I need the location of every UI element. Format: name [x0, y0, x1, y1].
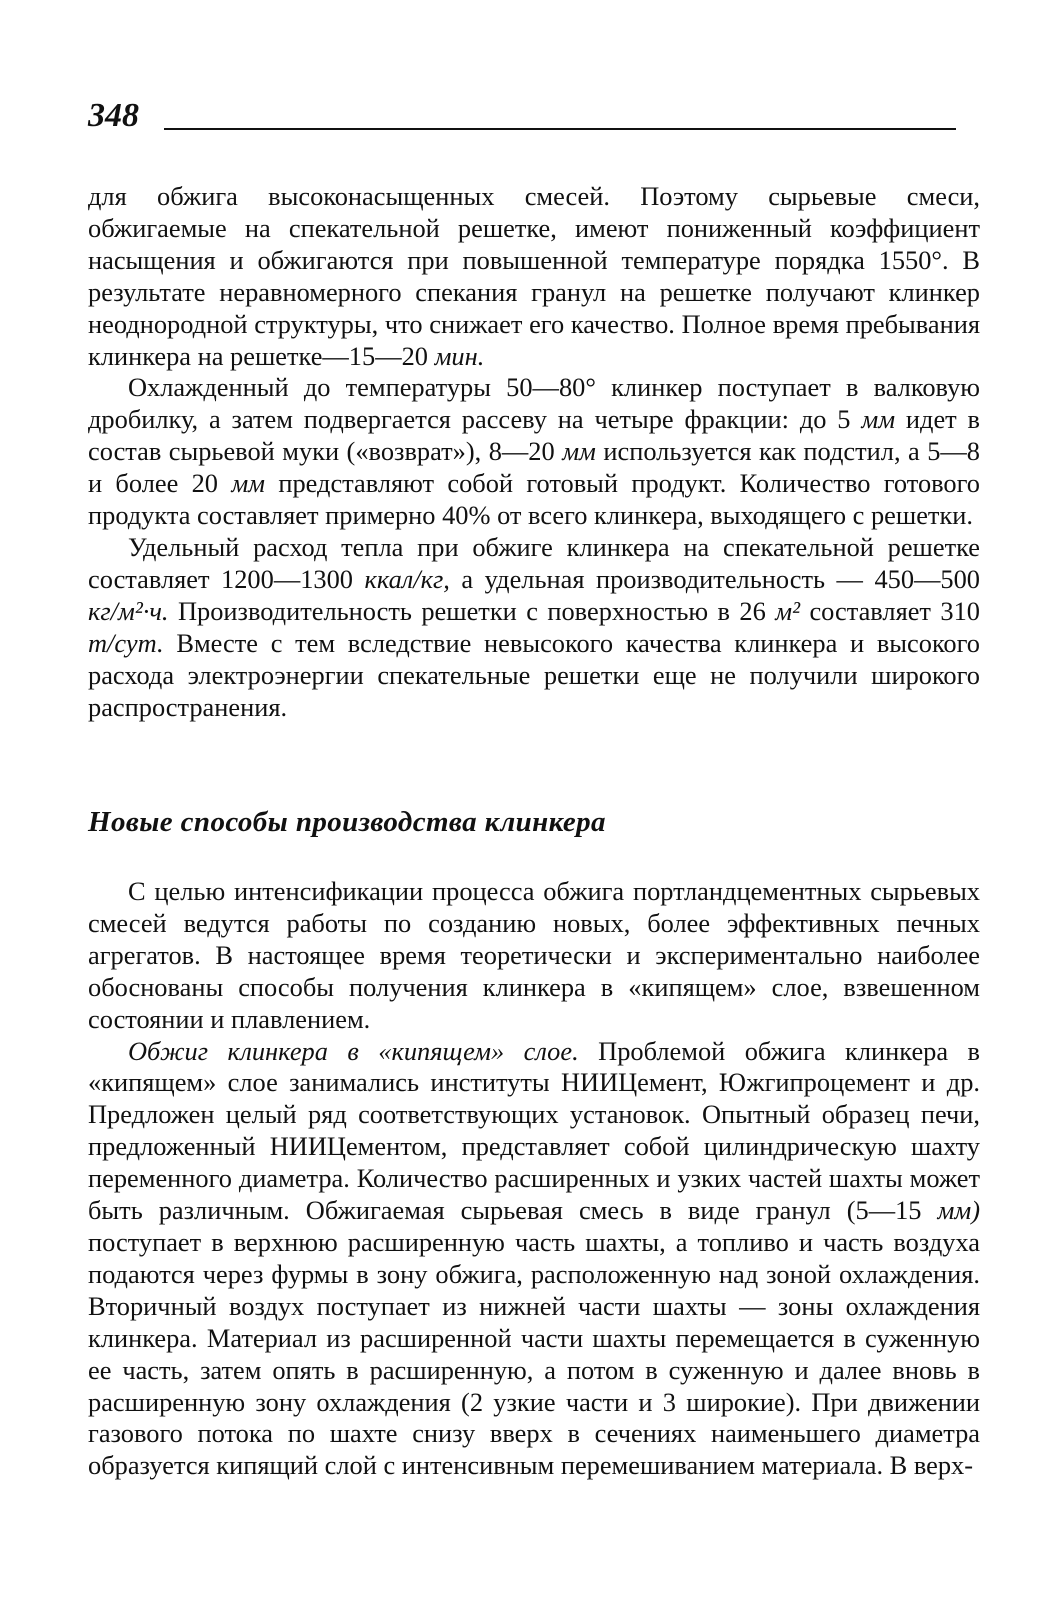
paragraph-5-text-2: поступает в верхнюю расширенную часть шахты, а топливо и часть воздуха подаются через фурмы в зону обжига, расположенную над зоной охлаждения. Вторичный воздух поступает из нижней части шахты — зоны охлаждения клинкера. Материал из расширенной части шахты перемещается в суженную ее часть, затем опять в расширенную, а потом в суженную и далее вновь в расширенную зону охлаждения (2 узкие части и 3 широкие). При движении газового потока по шахте снизу вверх в сечениях наименьшего диаметра образуется кипящий слой с интенсивным перемешиванием материала. В верх- [88, 1226, 980, 1481]
paragraph-2-text: Охлажденный до температуры 50—80° клинкер поступает в валковую дробилку, а затем подвергается рассеву на четыре фракции: до 5 [88, 372, 980, 435]
unit-kg-per-m2-h: кг/м²·ч. [88, 595, 169, 626]
paragraph-3-text-5: Вместе с тем вследствие невысокого качества клинкера и высокого расхода электроэнергии спекательные решетки еще не получили широкого распространения. [88, 627, 980, 722]
header-rule [164, 128, 956, 130]
unit-kcal-per-kg: ккал/кг, [364, 563, 450, 594]
text-block-bottom [88, 876, 980, 1482]
unit-min: мин. [434, 340, 485, 371]
paragraph-5-text: Проблемой обжига клинкера в «кипящем» слое занимались институты НИИЦемент, Южгипроцемент и др. Предложен целый ряд соответствующих установок. Опытный образец печи, предложенный НИИЦементом, представляет собой цилиндрическую шахту переменного диаметра. Количество расширенных и узких частей шахты может быть различным. Обжигаемая сырьевая смесь в виде гранул (5—15 [88, 1035, 980, 1226]
unit-mm: мм [562, 436, 596, 467]
section-heading: Новые способы производства клинкера [88, 806, 606, 838]
paragraph-2-text-4: представляют собой готовый продукт. Количество готового продукта составляет примерно 40% от всего клинкера, выходящего с решетки. [88, 468, 980, 531]
page-number: 348 [88, 97, 139, 134]
paragraph-2-text-2: идет в состав сырьевой муки («возврат»), 8—20 [88, 404, 981, 467]
unit-t-per-day: т/сут. [88, 627, 164, 658]
paragraph-2 [88, 372, 980, 532]
unit-mm: мм) [937, 1195, 980, 1226]
page-header [88, 96, 956, 140]
unit-mm: мм [231, 468, 266, 499]
unit-m2: м² [775, 595, 800, 626]
paragraph-3-text-3: Производительность решетки с поверхностью в 26 [177, 595, 766, 626]
paragraph-1-text: для обжига высоконасыщенных смесей. Поэтому сырьевые смеси, обжигаемые на спекательной решетке, имеют пониженный коэффициент насыщения и обжигаются при повышенной температуре порядка 1550°. В результате неравномерного спекания гранул на решетке получают клинкер неоднородной структуры, что снижает его качество. Полное время пребывания клинкера на решетке—15—20 [88, 181, 980, 371]
text-block-top [88, 181, 980, 723]
paragraph-4-text: С целью интенсификации процесса обжига портландцементных сырьевых смесей ведутся работы по созданию новых, более эффективных печных агрегатов. В настоящее время теоретически и экспериментально наиболее обоснованы способы получения клинкера в «кипящем» слое, взвешенном состоянии и плавлением. [88, 876, 980, 1034]
paragraph-2-text-3: используется как подстил, а 5—8 и более 20 [88, 436, 980, 499]
paragraph-3-text: Удельный расход тепла при обжиге клинкера на спекательной решетке составляет 1200—1300 [88, 531, 980, 594]
paragraph-3 [88, 532, 980, 723]
paragraph-3-text-2: а удельная производительность — 450—500 [461, 563, 981, 594]
paragraph-5-lead: Обжиг клинкера в «кипящем» слое. [128, 1035, 579, 1066]
paragraph-3-text-4: составляет 310 [809, 595, 980, 626]
paragraph-4 [88, 876, 980, 1036]
paragraph-5 [88, 1036, 980, 1483]
unit-mm: мм [861, 404, 896, 435]
paragraph-1 [88, 181, 980, 372]
